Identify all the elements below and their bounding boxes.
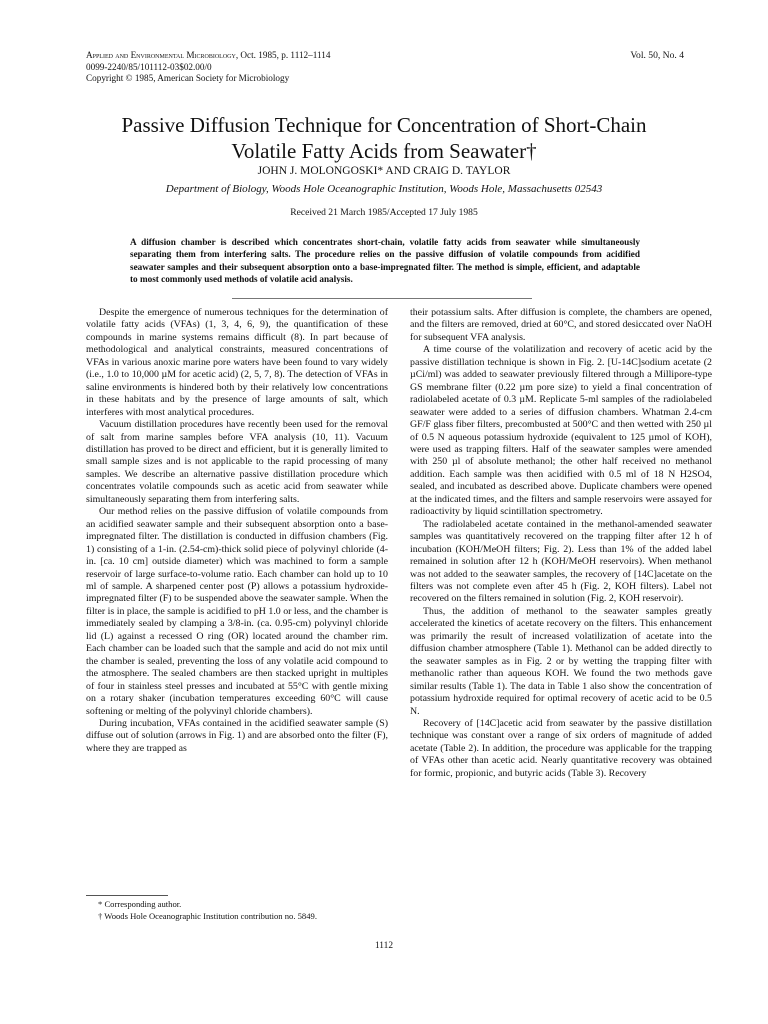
footnote-corresponding-author: * Corresponding author. [98,899,182,909]
journal-name: Applied and Environmental Microbiology [86,50,236,60]
body-paragraph: Thus, the addition of methanol to the seawater samples greatly accelerated the kinetics of acetate recovery on the filters. This enhancement was primarily the result of increased volatilization of acetate into the diffusion chamber atmosphere (Table 1). Methanol can be added directly to the seawater samples as in Fig. 2 or by wetting the trapping filter with methanolic rather than aqueous KOH. We found the two methods gave similar results (Table 1). The data in Table 1 also show the concentration of potassium hydroxide required for optimal recovery of acetic acid to be 0.5 N. [410,605,712,717]
left-column [86,307,388,755]
body-paragraph: The radiolabeled acetate contained in the methanol-amended seawater samples was quantitatively recovered on the trapping filter after 12 h of incubation (KOH/MeOH filters; Fig. 2). Less than 1% of the added label remained in solution after 12 h (KOH/MeOH reservoirs). When methanol was not added to the seawater samples, the recovery of [14C]acetate on the filters was not complete even after 45 h (Fig. 2, KOH filters). Label not recovered on the filters remained in solution (Fig. 2, KOH reservoir). [410,518,712,605]
body-paragraph: their potassium salts. After diffusion is complete, the chambers are opened, and the filters are removed, dried at 60°C, and stored desiccated over NaOH for subsequent VFA analysis. [410,307,712,343]
right-column [410,307,712,780]
page-number: 1112 [374,941,394,951]
author-list: JOHN J. MOLONGOSKI* AND CRAIG D. TAYLOR [257,165,511,177]
volume-info: Vol. 50, No. 4 [630,50,684,61]
affiliation: Department of Biology, Woods Hole Oceanographic Institution, Woods Hole, Massachusetts 02543 [165,183,603,195]
body-paragraph: During incubation, VFAs contained in the acidified seawater sample (S) diffuse out of solution (arrows in Fig. 1) and are absorbed onto the filter (F), where they are trapped as [86,717,388,754]
article-code: 0099-2240/85/101112-03$02.00/0 [86,61,212,72]
abstract: A diffusion chamber is described which concentrates short-chain, volatile fatty acids from seawater while simultaneously separating them from interfering salts. The procedure relies on the passive diffusion of volatile compounds from acidified seawater samples and their subsequent absorption onto a base-impregnated filter. The method is simple, efficient, and adaptable to most commonly used methods of volatile acid analysis. [130,237,640,285]
received-date: Received 21 March 1985/Accepted 17 July 1985 [290,207,478,218]
citation-line [86,50,330,62]
footnote-contribution: † Woods Hole Oceanographic Institution contribution no. 5849. [98,910,317,921]
footnote-divider [86,895,168,896]
body-paragraph: Vacuum distillation procedures have recently been used for the removal of salt from marine samples before VFA analysis (10, 11). Vacuum distillation has proved to be direct and efficient, but it is generally limited to small sample sizes and is not applicable to the rapid processing of many samples. We describe an alternative passive distillation procedure which concentrates volatile compounds such as acetic acid from seawater while simultaneously separating them from interfering salts. [86,419,388,505]
article-title [60,112,708,164]
body-paragraph: Recovery of [14C]acetic acid from seawater by the passive distillation technique was constant over a range of six orders of magnitude of added acetate (Table 2). In addition, the procedure was applicable for the trapping of VFAs other than acetic acid. Nearly quantitative recovery was obtained for formic, propionic, and butyric acids (Table 3). Recovery [410,717,712,779]
journal-header [86,50,330,85]
title-line-2: Volatile Fatty Acids from Seawater† [231,139,537,163]
copyright-line: Copyright © 1985, American Society for Microbiology [86,73,290,83]
body-paragraph: A time course of the volatilization and recovery of acetic acid by the passive distillation technique is shown in Fig. 2. [U-14C]sodium acetate (2 µCi/ml) was added to seawater previously filtered through a Millipore-type GS membrane filter (0.22 µm pore size) to yield a final concentration of radiolabeled acetate of 0.3 µM. Replicate 5-ml samples of the radiolabeled seawater were added to a series of diffusion chambers. Whatman 2.4-cm GF/F glass fiber filters, precombusted at 500°C and then wetted with 250 µl of 0.5 N aqueous potassium hydroxide (equivalent to 125 µmol of KOH), were used as trapping filters. Half of the seawater samples were amended with 250 µl of absolute methanol; the other half received no methanol addition. Each sample was then acidified with 0.5 ml of 18 N H2SO4, sealed, and incubated as described above. Duplicate chambers were opened at the indicated times, and the filters and sample reservoirs were assayed for radioactivity by liquid scintillation spectrometry. [410,344,712,518]
body-paragraph: Despite the emergence of numerous techniques for the determination of volatile fatty acids (VFAs) (1, 3, 4, 6, 9), the quantification of these compounds in marine systems remains difficult (8). In part because of methodological and analytical constraints, measured concentrations of VFAs in various anoxic marine pore waters have been found to vary widely (i.e., 1.0 to 10,000 µM for acetic acid) (2, 5, 7, 8). The detection of VFAs in saline environments is hindered both by their relatively low concentrations in these habitats and by the presence of large amounts of salt, which interferes with most analytical procedures. [86,307,388,418]
footnotes [86,899,388,922]
citation-details: , Oct. 1985, p. 1112–1114 [235,50,331,60]
body-paragraph: Our method relies on the passive diffusion of volatile compounds from an acidified seawater sample and their subsequent absorption onto a base-impregnated filter. The distillation is conducted in diffusion chambers (Fig. 1) consisting of a 1-in. (2.54-cm)-thick solid piece of polyvinyl chloride (4-in. [ca. 10 cm] outside diameter) which was machined to form a sample reservoir of large surface-to-volume ratio. Each chamber can hold up to 10 ml of sample. A sharpened center post (P) allows a potassium hydroxide-impregnated filter (F) to be suspended above the seawater sample. When the filter is in place, the sample is acidified to pH 1.0 or less, and the chamber is immediately sealed by clamping a 3/8-in. (ca. 0.95-cm) polyvinyl chloride lid (L) against a recessed O ring (OR) located around the chamber rim. Each chamber can be loaded such that the sample and acid do not mix until the chamber is sealed, preventing the loss of any volatile acid compound to the atmosphere. The sealed chambers are then stacked upright in multiples of four in stainless steel presses and incubated at 55°C with gentle mixing on a rotary shaker (incubation temperatures exceeding 60°C will cause softening or melting of the polyvinyl chloride chambers). [86,506,388,717]
abstract-divider [232,298,532,299]
title-line-1: Passive Diffusion Technique for Concentration of Short-Chain [121,113,647,137]
